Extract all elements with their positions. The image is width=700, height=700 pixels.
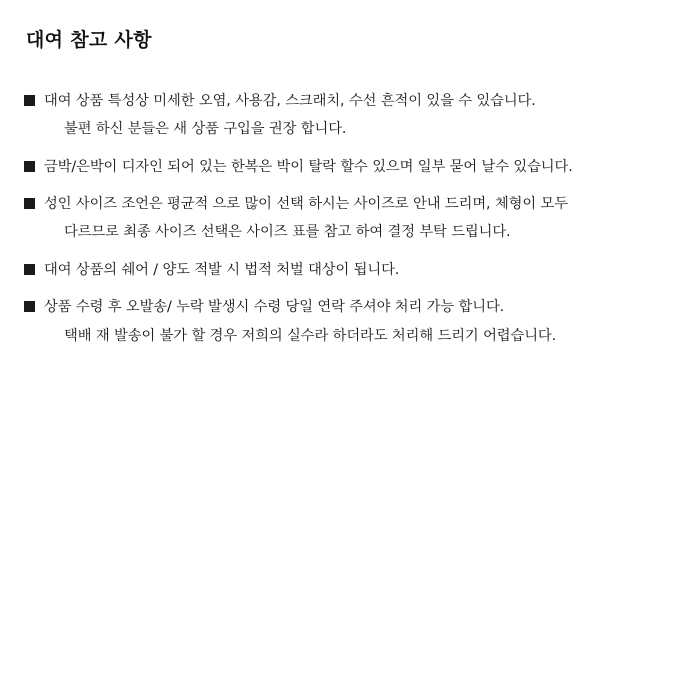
square-bullet-icon xyxy=(24,161,35,172)
notice-row xyxy=(24,260,676,281)
notice-subtext: 택배 재 발송이 불가 할 경우 저희의 실수라 하더라도 처리해 드리기 어렵습니다. xyxy=(64,327,557,344)
notice-row xyxy=(24,157,676,178)
notice-row xyxy=(24,194,676,215)
notice-text: 상품 수령 후 오발송/ 누락 발생시 수령 당일 연락 주셔야 처리 가능 합니다. xyxy=(44,299,505,316)
list-item xyxy=(24,157,676,178)
page-title: 대여 참고 사항 xyxy=(26,29,152,51)
notice-subtext: 불편 하신 분들은 새 상품 구입을 권장 합니다. xyxy=(64,121,347,138)
notice-list xyxy=(24,91,676,348)
notice-text: 대여 상품의 쉐어 / 양도 적발 시 법적 처벌 대상이 됩니다. xyxy=(44,261,400,278)
square-bullet-icon xyxy=(24,264,35,275)
notice-subtext: 다르므로 최종 사이즈 선택은 사이즈 표를 참고 하여 결정 부탁 드립니다. xyxy=(64,224,511,241)
square-bullet-icon xyxy=(24,95,35,106)
notice-text: 대여 상품 특성상 미세한 오염, 사용감, 스크래치, 수선 흔적이 있을 수 있습니다. xyxy=(44,92,536,109)
list-item xyxy=(24,260,676,281)
notice-text: 성인 사이즈 조언은 평균적 으로 많이 선택 하시는 사이즈로 안내 드리며, 체형이 모두 xyxy=(44,196,568,212)
list-item xyxy=(24,91,676,141)
list-item xyxy=(24,297,676,347)
list-item xyxy=(24,194,676,244)
notice-text: 금박/은박이 디자인 되어 있는 한복은 박이 탈락 할수 있으며 일부 묻어 날수 있습니다. xyxy=(44,158,573,175)
notice-row xyxy=(24,297,676,318)
square-bullet-icon xyxy=(24,301,35,312)
notice-row xyxy=(24,91,676,112)
square-bullet-icon xyxy=(24,198,35,209)
